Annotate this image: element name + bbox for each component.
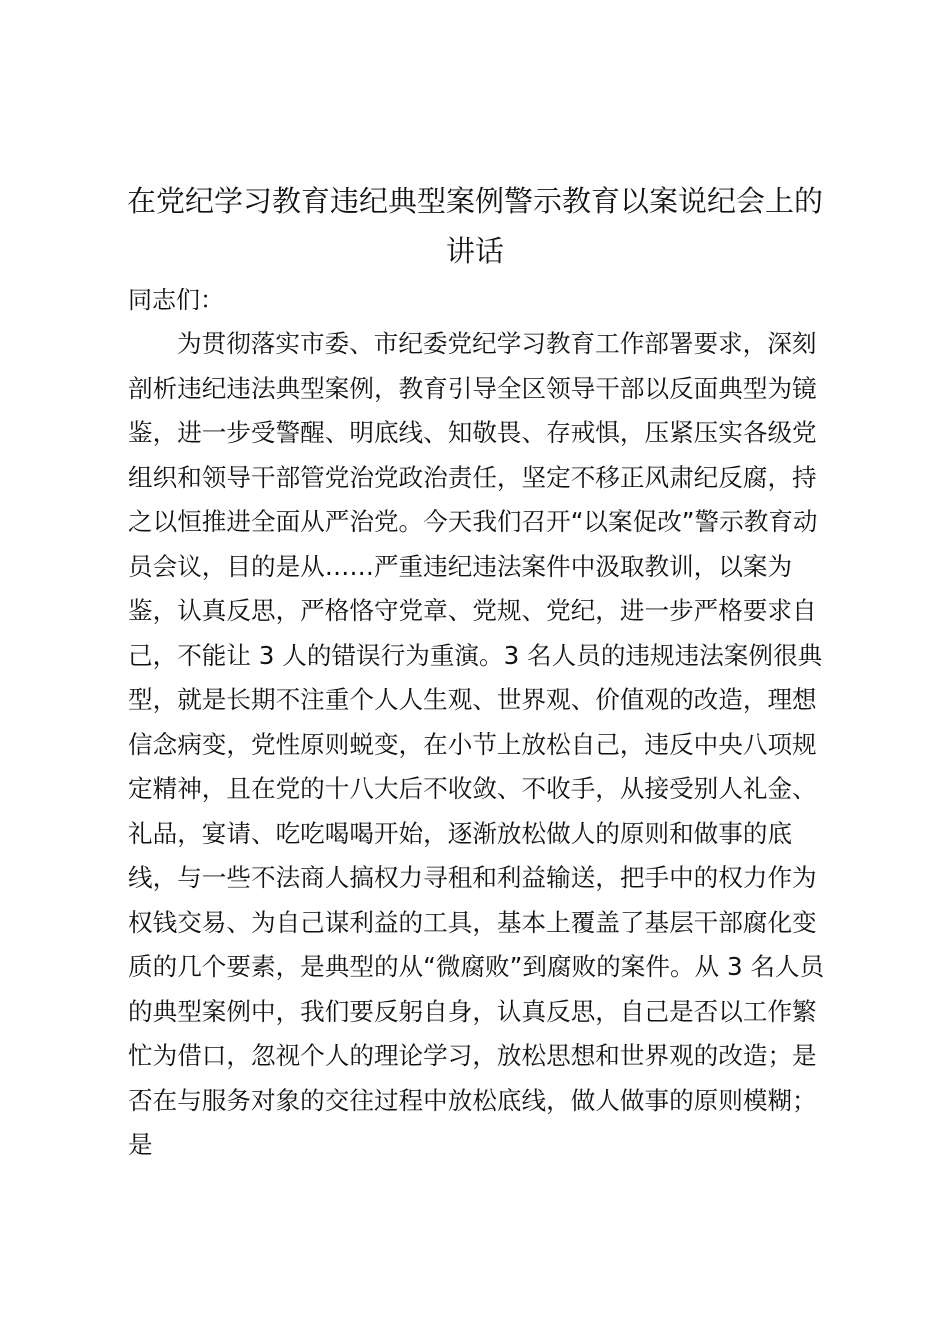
body-line: 质的几个要素，是典型的从“微腐败”到腐败的案件。从 3 名人员 bbox=[128, 952, 825, 981]
title-line-2: 讲话 bbox=[445, 234, 504, 268]
body-line: 否在与服务对象的交往过程中放松底线，做人做事的原则模糊； bbox=[128, 1085, 817, 1115]
body-line: 信念病变，党性原则蜕变，在小节上放松自己，违反中央八项规 bbox=[128, 729, 817, 759]
speech-body bbox=[128, 322, 838, 1168]
body-line: 线，与一些不法商人搞权力寻租和利益输送，把手中的权力作为 bbox=[128, 863, 817, 892]
title-line-1: 在党纪学习教育违纪典型案例警示教育以案说纪会上的 bbox=[126, 184, 823, 218]
body-line: 定精神，且在党的十八大后不收敛、不收手，从接受别人礼金、 bbox=[128, 774, 817, 803]
body-line: 的典型案例中，我们要反躬自身，认真反思，自己是否以工作繁 bbox=[128, 996, 817, 1026]
body-line: 剖析违纪违法典型案例，教育引导全区领导干部以反面典型为镜 bbox=[128, 373, 817, 403]
body-line: 是 bbox=[128, 1130, 153, 1159]
body-line: 员会议，目的是从……严重违纪违法案件中汲取教训，以案为 bbox=[128, 551, 793, 581]
body-line: 己，不能让 3 人的错误行为重演。3 名人员的违规违法案例很典 bbox=[128, 640, 823, 670]
body-line: 鉴，认真反思，严格恪守党章、党规、党纪，进一步严格要求自 bbox=[128, 596, 817, 625]
body-line: 鉴，进一步受警醒、明底线、知敬畏、存戒惧，压紧压实各级党 bbox=[128, 418, 817, 447]
body-line: 礼品，宴请、吃吃喝喝开始，逐渐放松做人的原则和做事的底 bbox=[128, 818, 793, 848]
document-title bbox=[118, 176, 832, 276]
body-line: 为贯彻落实市委、市纪委党纪学习教育工作部署要求，深刻 bbox=[177, 329, 817, 358]
body-line: 忙为借口，忽视个人的理论学习，放松思想和世界观的改造；是 bbox=[128, 1041, 817, 1070]
body-line: 组织和领导干部管党治党政治责任，坚定不移正风肃纪反腐，持 bbox=[128, 462, 817, 492]
body-line: 型，就是长期不注重个人人生观、世界观、价值观的改造，理想 bbox=[128, 685, 817, 714]
body-line: 权钱交易、为自己谋利益的工具，基本上覆盖了基层干部腐化变 bbox=[128, 907, 817, 937]
body-line: 之以恒推进全面从严治党。今天我们召开“以案促改”警示教育动 bbox=[128, 507, 818, 536]
salutation: 同志们： bbox=[128, 286, 224, 314]
